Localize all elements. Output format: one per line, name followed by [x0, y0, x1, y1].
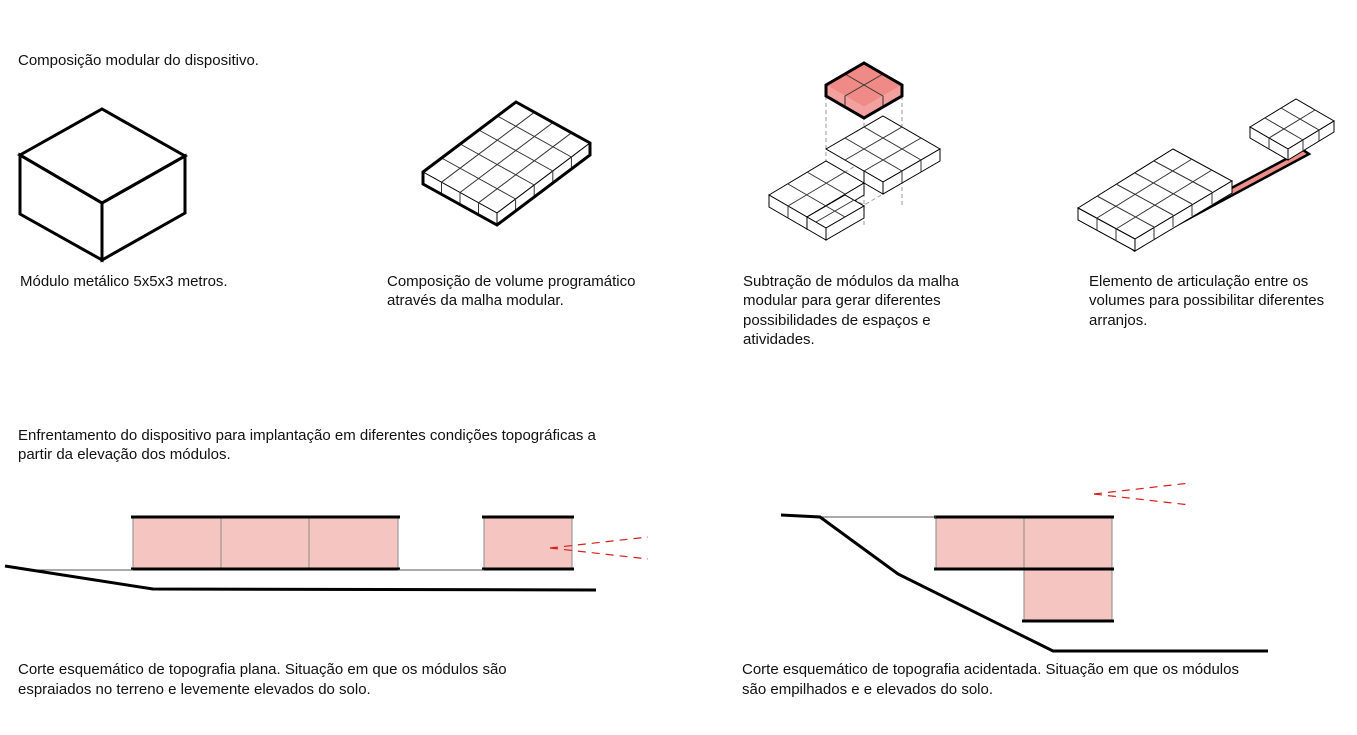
caption-subtraction-line-4: atividades. [743, 331, 815, 348]
caption-composition-line-1: Composição de volume programático [387, 273, 636, 290]
caption-composition-line-2: através da malha modular. [387, 292, 564, 309]
caption-subtraction-line-3: possibilidades de espaços e [743, 312, 931, 329]
caption-steep-section-line-1: Corte esquemático de topografia acidentada. Situação em que os módulos [742, 661, 1239, 678]
flat-topography-section [5, 517, 648, 590]
caption-articulation-line-2: volumes para possibilitar diferentes [1089, 292, 1325, 309]
lifted-module-block [826, 63, 902, 118]
caption-module: Módulo metálico 5x5x3 metros. [20, 273, 228, 290]
caption-subtraction-line-2: modular para gerar diferentes [743, 292, 941, 309]
sightline-upper-2 [1094, 483, 1190, 494]
caption-flat-section-line-2: espraiados no terreno e levemente elevados do solo. [18, 681, 371, 698]
single-module-drawing [20, 109, 185, 260]
heading-topography-line-1: Enfrentamento do dispositivo para implantação em diferentes condições topográficas a [18, 427, 596, 444]
heading-topography-line-2: partir da elevação dos módulos. [18, 446, 231, 463]
module-subtraction-drawing [769, 63, 940, 240]
caption-steep-section-line-2: são empilhados e e elevados do solo. [742, 681, 994, 698]
modular-grid-drawing [423, 102, 590, 225]
caption-flat-section-line-1: Corte esquemático de topografia plana. Situação em que os módulos são [18, 661, 507, 678]
steep-topography-section [781, 483, 1268, 651]
caption-articulation-line-3: arranjos. [1089, 312, 1148, 329]
sightline-lower-2 [1094, 494, 1190, 505]
caption-articulation-line-1: Elemento de articulação entre os [1089, 273, 1309, 290]
articulation-element-drawing [1078, 99, 1334, 251]
caption-subtraction-line-1: Subtração de módulos da malha [743, 273, 959, 290]
heading-modular-composition: Composição modular do dispositivo. [18, 52, 259, 69]
